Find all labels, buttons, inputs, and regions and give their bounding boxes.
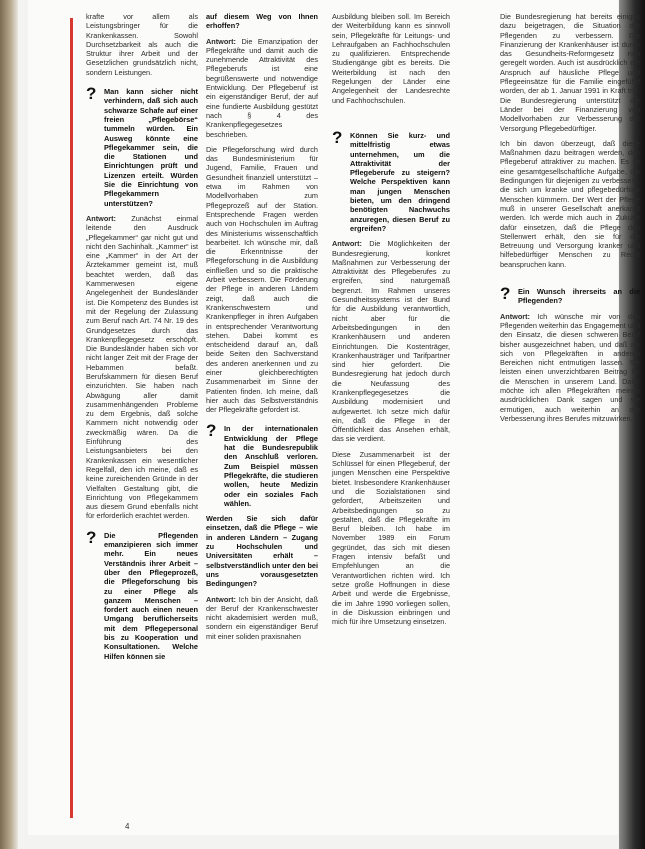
answer-text: Die Emanzipation der Pflegekräfte und damit auch die zunehmende Attraktivität des Pflegeberufs ist eine begrüßenswerte und notwendige Entwicklung. Der Pflegeberuf ist ein eigenständiger Beruf, der auf eine fundierte Ausbildung gestützt nach § 4 des Krankenpflegegesetzes beschrieben. [206,36,319,139]
red-margin-rule [70,18,73,818]
answer-label: Antwort: [206,36,236,46]
answer-label: Antwort: [332,239,362,249]
answer-text: Ich wünsche mir von den Pflegenden weiterhin das Engagement und den Einsatz, die diesen schweren Beruf bisher ausgezeichnet haben, und daß sie sich von Pflegekräften in anderen Bereichen nicht entmutigen lassen. Sie leisten einen unverzichtbaren Beitrag für die Menschen in unserem Land. Dafür möchte ich allen Pflegekräften meinen ausdrücklichen Dank sagen und sie ermutigen, auch weiterhin an der Verbesserung ihres Berufes mitzuwirken. [500,311,640,423]
question-mark-icon: ? [86,84,97,104]
text-column-2 [206,12,318,647]
question-mark-icon: ? [332,127,343,147]
column-3-paragraph: Ausbildung bleiben soll. Im Bereich der Weiterbildung kann es sinnvoll sein, Pflegekräfte für Leitungs- und Lehraufgaben an Fachhochschulen zu qualifizieren. Entsprechende Studiengänge gibt es bereits. Die Weiterbildung ist nach den Regelungen der Länder eine Angelegenheit der Landesrechte und Fachhochschulen. [332,12,450,105]
interview-question [500,284,640,306]
question-text: Man kann sicher nicht verhindern, daß sich auch schwarze Schafe auf einer freien „Pflegebörse“ tummeln würden. Ein Ausweg könnte eine Pflegekammer sein, die die Stationen und Einrichtungen prüft und Lizenzen erteilt. Würden Sie die Einrichtung von Pflegekammern unterstützen? [104,87,198,208]
magazine-page [28,0,640,835]
text-column-4 [500,12,640,429]
answer-text: Die Möglichkeiten der Bundesregierung, konkret Maßnahmen zur Verbesserung der Attraktivität des Pflegeberufes zu ergreifen, sind naturgemäß begrenzt. Im Rahmen unseres Gesundheitssystems ist der Bund für die Ausbildung verantwortlich, nicht aber für die Arbeitsbedingungen in den Krankenhäusern und anderen Einrichtungen. Die Kostenträger, Krankenhausträger und Tarifpartner sind hier gefordert. Die Bundesregierung hat jedoch durch die Neufassung des Krankenpflegegesetzes die Ausbildung modernisiert und aufgewertet. Ich setze mich dafür ein, daß die Pflege in der Öffentlichkeit das Ansehen erhält, das sie verdient. [332,239,450,444]
column-4-paragraph: Die Bundesregierung hat bereits einiges dazu beigetragen, die Situation der Pflegenden zu verbessern. Die Finanzierung der Krankenhäuser ist durch das Gesundheits-Reformgesetz neu geregelt worden. Auch ist ausdrücklich ein Anspruch auf häusliche Pflege und Pflegeeinsätze für die Familie eingeführt worden, der ab 1. Januar 1991 in Kraft tritt. Die Bundesregierung unterstützt die Länder bei der Finanzierung von Modellvorhaben zur Verbesserung der Versorgung Pflegebedürftiger. [500,12,640,133]
text-column-3 [332,12,450,632]
question-mark-icon: ? [86,527,97,547]
question-text: In der internationalen Entwicklung der Pflege hat die Bundesrepublik den Anschluß verloren. Zum Beispiel müssen Pflegekräfte, die studieren wollen, heute Medizin oder ein soziales Fach wählen. [224,424,318,508]
question-text: Ein Wunsch ihrerseits an die Pflegenden? [518,287,640,306]
answer-paragraph [206,37,318,139]
answer-paragraph [332,239,450,444]
interview-question [206,421,318,508]
interview-question [332,127,450,233]
column-4-paragraph: Ich bin davon überzeugt, daß diese Maßnahmen dazu beitragen werden, den Pflegeberuf attraktiver zu machen. Es ist eine gesamtgesellschaftliche Aufgabe, die Bedingungen für diejenigen zu verbessern, die sich um kranke und pflegebedürftige Menschen kümmern. Der Wert der Pflege muß in unserer Gesellschaft anerkannt werden. Ich werde mich auch in Zukunft dafür einsetzen, daß die Pflege den Stellenwert erhält, den sie für die Betreuung und Versorgung kranker und hilfebedürftiger Menschen zu Recht beanspruchen kann. [500,138,640,269]
answer-text: Ich bin der Ansicht, daß der Beruf der Krankenschwester nicht akademisiert werden muß, sondern ein eigenständiger Beruf mit einer soliden praxisnahen [206,594,318,641]
question-continuation: auf diesem Weg von Ihnen erhoffen? [206,12,318,31]
answer-label: Antwort: [86,213,116,223]
answer-text: Zunächst einmal leitende den Ausdruck „Pflegekammer“ gar nicht gut und nicht den Sachinhalt. „Kammer“ ist eine „Kammer“ in der Art der Ärztekammer gemeint ist, muß beachtet werden, daß das Kammerwesen eigene Angelegenheit der Bundesländer ist. Die Kompetenz des Bundes ist mit der Regelung der Zulassung zum Beruf nach Art. 74 Nr. 19 des Grundgesetzes durch das Krankenpflegegesetz erschöpft. Die Bundesländer haben sich vor nicht langer Zeit mit der Frage der Hebammen befaßt. Berufskammern für diesen Beruf einzurichten. Sie haben nach Abwägung aller damit zusammenhängenden Probleme zu dem Ergebnis, daß solche Kammern nicht notwendig oder zweckmäßig wären. Da die Einführung des Leistungsanbieters bei den Krankenkassen ein wesentlicher Regelfall, den ich meine, daß es keine zureichenden Gründe in der Vielfalten Gestaltung gibt, die Einrichtung von Pflegekammern aus diesem Grund ebenfalls nicht für erforderlich erachtet werden. [86,213,198,521]
question-mark-icon: ? [206,421,217,441]
page-number: 4 [125,822,130,831]
column-3-paragraph: Diese Zusammenarbeit ist der Schlüssel für einen Pflegeberuf, der jungen Menschen eine Perspektive bietet. Insbesondere Krankenhäuser und die Sozialstationen sind gefordert, Arbeitszeiten und Arbeitsbedingungen so zu gestalten, daß die Pflegekräfte im Beruf bleiben. Ich habe im November 1989 ein Forum gegründet, das sich mit diesen Fragen intensiv befaßt und Empfehlungen an die Verantwortlichen richten wird. Ich setze große Hoffnungen in diese Arbeit und werde die Ergebnisse, die im Jahre 1990 vorliegen sollen, in die Diskussion einbringen und mich für ihre Umsetzung einsetzen. [332,449,450,627]
answer-paragraph [86,214,198,521]
column-2-paragraph: Die Pflegeforschung wird durch das Bundesministerium für Jugend, Familie, Frauen und Gesundheit finanziell unterstützt – etwa im Rahmen von Modellvorhaben zum Pflegeprozeß auf der Station. Entsprechende Fragen werden auch von Hochschulen im Auftrag des Ministeriums wissenschaftlich bearbeitet. Ich wünsche mir, daß die Erkenntnisse der Pflegeforschung in die Ausbildung einfließen und so die praktische Arbeit verbessern. Die Förderung der Pflege in anderen Ländern zeigt, daß auch die Krankenschwestern und Krankenpfleger in ihren Aufgaben in entsprechender Verantwortung stehen. Dabei kommt es entscheidend darauf an, daß beide Seiten den Sachverstand des anderen anerkennen und zu einer gleichberechtigten Zusammenarbeit im Sinne der Patienten finden. Ich meine, daß hier auch das Selbstverständnis der Pflegekräfte gefordert ist. [206,144,318,415]
question-text: Können Sie kurz- und mittelfristig etwas unternehmen, um die Attraktivität der Pflegeberufe zu steigern? Welche Perspektiven kann man jungen Menschen bieten, um den dringend benötigten Nachwuchs anzuregen, diesen Beruf zu ergreifen? [350,130,450,233]
text-column-1 [86,12,198,667]
answer-label: Antwort: [500,311,530,321]
column-1-paragraph: krafte vor allem als Leistungsbringer für die Krankenkassen. Sowohl Durchsetzbarkeit als auch die Struktur ihrer Arbeit und der Gesetzlichen grundsätzlich nicht, sondern Leistungen. [86,12,198,77]
interview-question [86,527,198,661]
question-mark-icon: ? [500,284,511,304]
scan-binding-edge [0,0,18,849]
answer-paragraph [500,312,640,424]
question-text: Die Pflegenden emanzipieren sich immer mehr. Ein neues Verständnis ihrer Arbeit – über den Pflegeprozeß, die Pflegeforschung bis zu einer Pflege als ganzem Menschen – fordert auch einen neuen Umgang beruflicherseits mit dem Pflegepersonal bis zu Kooperation und Konsultationen. Welche Hilfen können sie [104,530,198,661]
question-text: Werden Sie sich dafür einsetzen, daß die Pflege – wie in anderen Ländern – Zugang zu Hochschulen und Universitäten erhält – selbstverständlich unter den bei uns vorausgesetzten Bedingungen? [206,514,318,589]
interview-question [86,84,198,208]
answer-paragraph [206,595,318,641]
answer-label: Antwort: [206,594,236,604]
